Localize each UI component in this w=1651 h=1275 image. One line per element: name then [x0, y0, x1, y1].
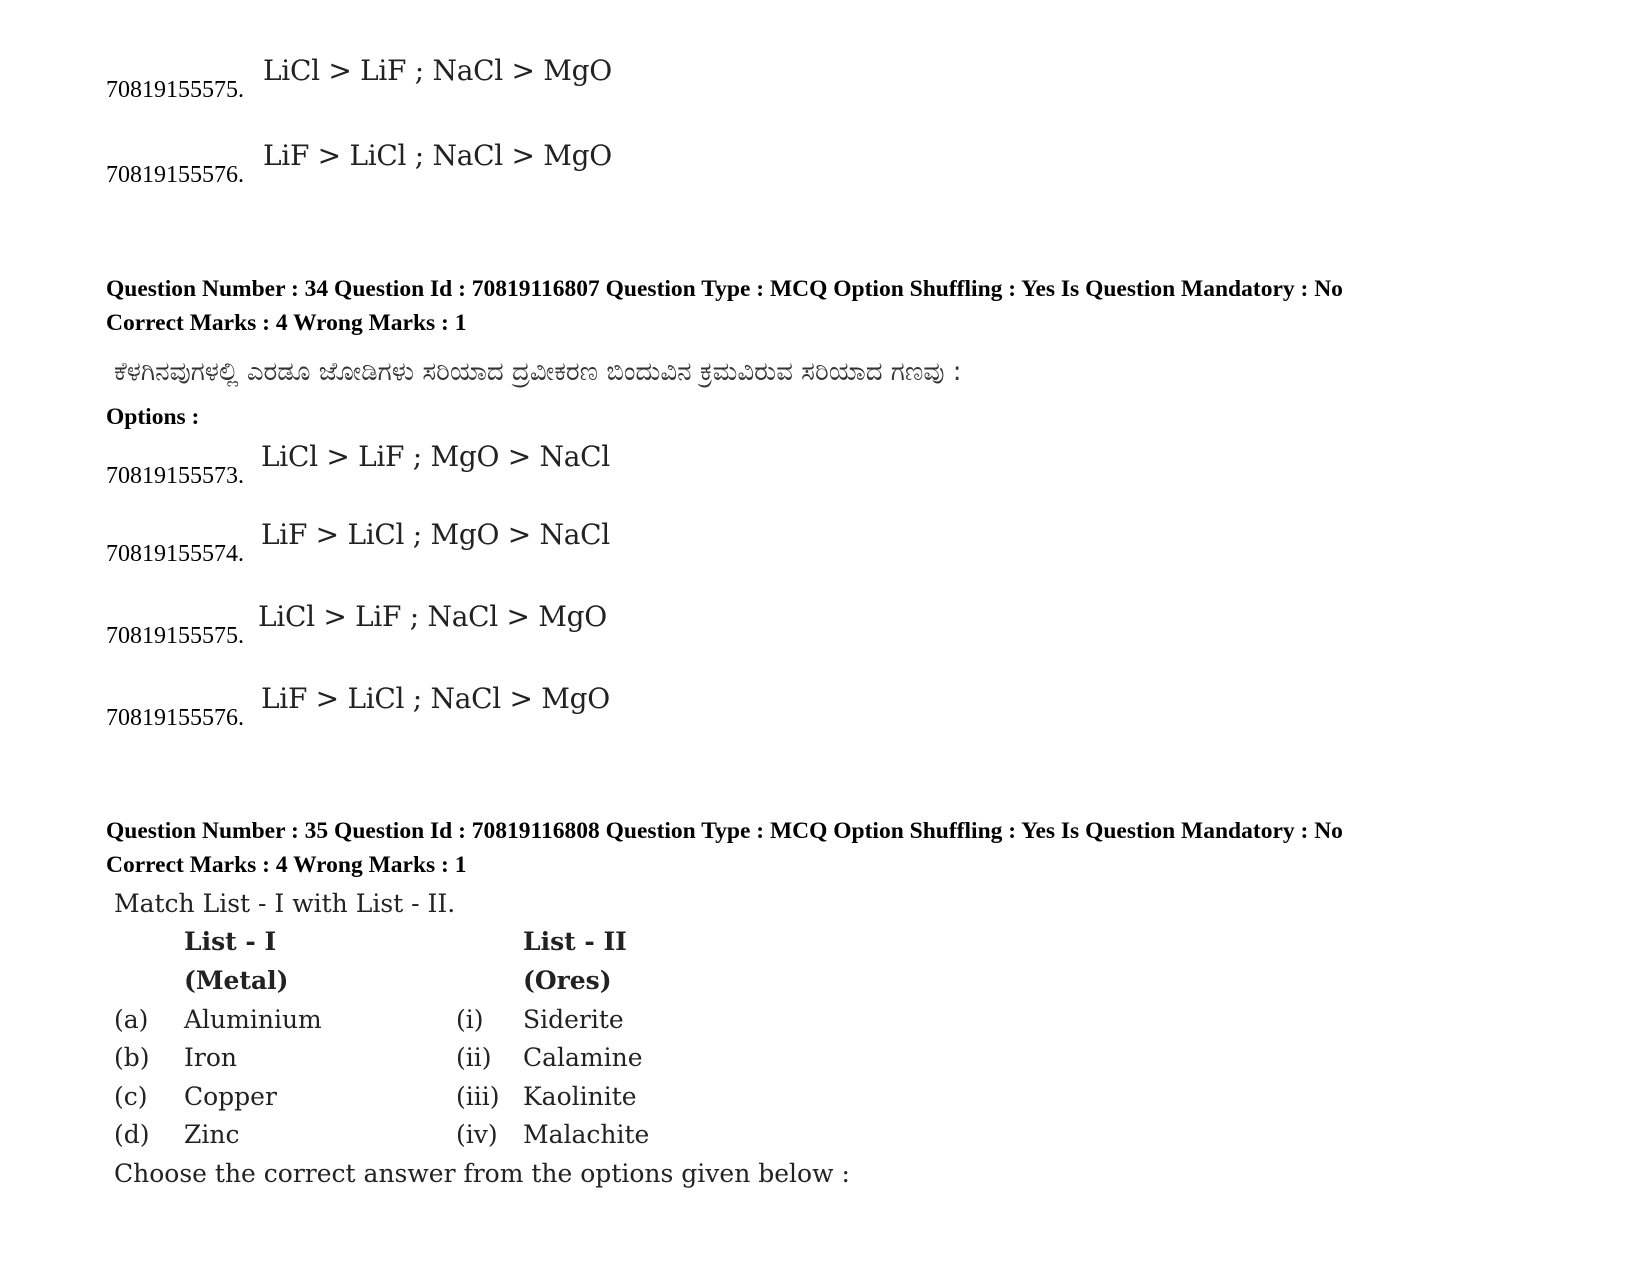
list1-title: List - I [184, 927, 277, 956]
list2-value: Siderite [523, 1005, 624, 1034]
list2-label: (i) [456, 1005, 484, 1034]
question-35-header [106, 814, 1343, 882]
list1-value: Aluminium [184, 1005, 322, 1034]
option-text: LiF > LiCl ; MgO > NaCl [261, 518, 610, 551]
list2-value: Kaolinite [523, 1082, 637, 1111]
list1-value: Zinc [184, 1120, 240, 1149]
list1-value: Copper [184, 1082, 277, 1111]
list1-label: (a) [114, 1005, 149, 1034]
question-34-meta: Question Number : 34 Question Id : 70819116807 Question Type : MCQ Option Shuffling : Yes Is Question Mandatory : No [106, 276, 1343, 302]
list2-subtitle: (Ores) [523, 966, 612, 995]
list1-label: (b) [114, 1043, 150, 1072]
option-text: LiF > LiCl ; NaCl > MgO [263, 139, 612, 172]
option-item[interactable] [106, 137, 806, 197]
option-id: 70819155576. [106, 162, 244, 188]
option-text: LiCl > LiF ; MgO > NaCl [261, 440, 610, 473]
list1-value: Iron [184, 1043, 237, 1072]
option-id: 70819155575. [106, 623, 244, 649]
list2-label: (iv) [456, 1120, 498, 1149]
question-34-header [106, 272, 1343, 340]
option-text: LiF > LiCl ; NaCl > MgO [261, 682, 610, 715]
option-item[interactable] [106, 680, 806, 740]
match-intro: Match List - I with List - II. [114, 889, 456, 918]
option-id: 70819155574. [106, 541, 244, 567]
option-text: LiCl > LiF ; NaCl > MgO [258, 600, 607, 633]
question-34-text: ಕೆಳಗಿನವುಗಳಲ್ಲಿ ಎರಡೂ ಜೋಡಿಗಳು ಸರಿಯಾದ ದ್ರವೀಕರಣ ಬಿಂದುವಿನ ಕ್ರಮವಿರುವ ಸರಿಯಾದ ಗಣವು : [114, 357, 962, 387]
list1-label: (d) [114, 1120, 150, 1149]
list2-label: (iii) [456, 1082, 500, 1111]
option-item[interactable] [106, 516, 806, 576]
option-item[interactable] [106, 598, 806, 658]
list2-title: List - II [523, 927, 627, 956]
question-35-marks: Correct Marks : 4 Wrong Marks : 1 [106, 852, 467, 878]
option-id: 70819155573. [106, 463, 244, 489]
question-35-meta: Question Number : 35 Question Id : 70819116808 Question Type : MCQ Option Shuffling : Yes Is Question Mandatory : No [106, 818, 1343, 844]
option-text: LiCl > LiF ; NaCl > MgO [263, 54, 612, 87]
list1-label: (c) [114, 1082, 148, 1111]
option-id: 70819155575. [106, 77, 244, 103]
option-id: 70819155576. [106, 705, 244, 731]
list2-label: (ii) [456, 1043, 492, 1072]
option-item[interactable] [106, 438, 806, 498]
list2-value: Malachite [523, 1120, 650, 1149]
question-34-marks: Correct Marks : 4 Wrong Marks : 1 [106, 310, 467, 336]
list1-subtitle: (Metal) [184, 966, 289, 995]
list2-value: Calamine [523, 1043, 643, 1072]
options-label: Options : [106, 404, 200, 430]
match-footer: Choose the correct answer from the options given below : [114, 1159, 850, 1188]
option-item[interactable] [106, 52, 806, 112]
